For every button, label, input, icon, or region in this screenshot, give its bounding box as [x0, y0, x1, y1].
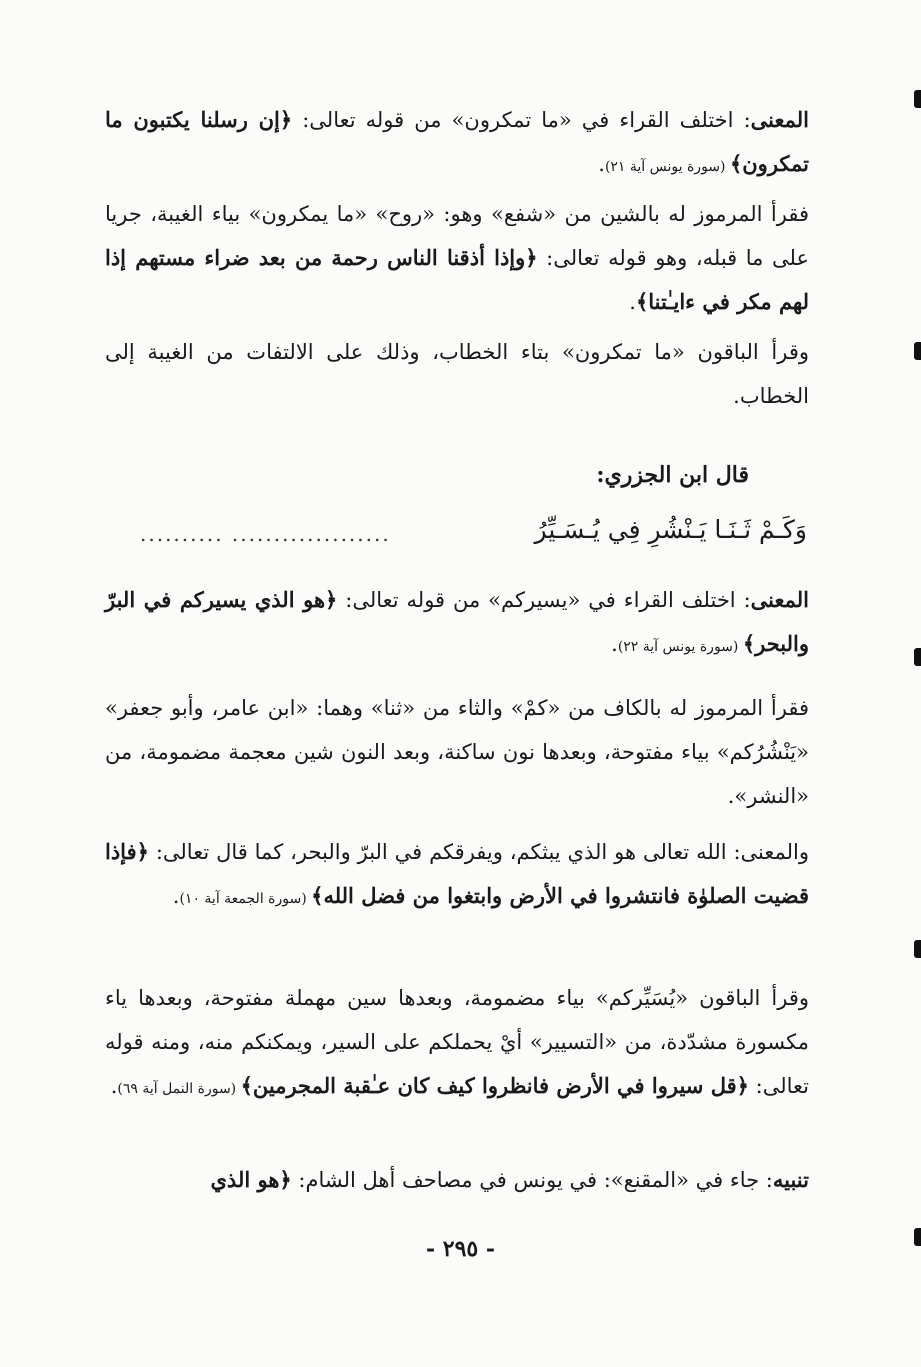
paragraph-text: : اختلف القراء في «يسيركم» من قوله تعالى: — [337, 588, 751, 612]
paragraph-end: . — [598, 152, 605, 176]
paragraph-3 — [105, 330, 809, 418]
poem-verse: وَكَـمْ ثَـنَـا يَـنْشُرِ فِي يُـسَـيِّرُ — [534, 515, 807, 544]
paragraph-end: . — [110, 1074, 118, 1098]
paragraph-4 — [105, 578, 809, 669]
quran-quote: ﴿وإذا أذقنا الناس رحمة من بعد ضراء مستهم إذا لهم مكر في ءايـٰتنا﴾ — [105, 245, 809, 314]
quran-quote: ﴿هو الذي يسيركم في البرّ والبحر﴾ — [105, 587, 809, 656]
paragraph-text: : اختلف القراء في «ما تمكرون» من قوله تعالى: — [292, 108, 751, 132]
quran-quote: ﴿قل سيروا في الأرض فانظروا كيف كان عـٰقبة المجرمين﴾ — [240, 1073, 749, 1098]
binding-edge-mark — [914, 940, 921, 958]
paragraph-text: والمعنى: الله تعالى هو الذي يبثكم، ويفرقكم في البرّ والبحر، كما قال تعالى: — [148, 840, 809, 864]
lead-word: المعنى — [750, 587, 809, 612]
verse-reference: (سورة النمل آية ٦٩) — [117, 1081, 241, 1097]
verse-dots: .......... ................... — [140, 522, 391, 546]
paragraph-7 — [105, 976, 809, 1111]
verse-reference: (سورة يونس آية ٢١) — [604, 159, 730, 175]
paragraph-6 — [105, 830, 809, 921]
paragraph-text: فقرأ المرموز له بالكاف من «كمْ» والثاء من «ثنا» وهما: «ابن عامر، وأبو جعفر» «يَنْشُرُكم» بياء مفتوحة، وبعدها نون ساكنة، وبعد النون شين معجمة مضمومة، من «النشر». — [105, 696, 809, 808]
paragraph-text: وقرأ الباقون «ما تمكرون» بتاء الخطاب، وذلك على الالتفات من الغيبة إلى الخطاب. — [105, 340, 809, 408]
quran-quote: ﴿إن رسلنا يكتبون ما تمكرون﴾ — [105, 107, 809, 176]
paragraph-5 — [105, 686, 809, 818]
paragraph-text: وقرأ الباقون «يُسَيِّركم» بياء مضمومة، وبعدها سين مهملة مفتوحة، وبعدها ياء مكسورة مشدّدة، من «التسيير» أيْ يحملكم على السير، ويمكنكم منه، ومنه قوله تعالى: — [105, 986, 809, 1098]
paragraph-8 — [105, 1158, 809, 1202]
section-heading: قال ابن الجزري: — [596, 462, 749, 488]
page-number: - ٢٩٥ - — [425, 1236, 496, 1262]
paragraph-2 — [105, 192, 809, 324]
paragraph-end: . — [172, 884, 180, 908]
verse-reference: (سورة يونس آية ٢٢) — [617, 639, 743, 655]
binding-edge-mark — [914, 1228, 921, 1246]
paragraph-end: . — [611, 632, 618, 656]
paragraph-text: فقرأ المرموز له بالشين من «شفع» وهو: «روح» «ما يمكرون» بياء الغيبة، جريا على ما قبله، وهو قوله تعالى: — [105, 202, 809, 270]
lead-word: المعنى — [750, 107, 809, 132]
paragraph-1 — [105, 98, 809, 189]
binding-edge-mark — [914, 648, 921, 666]
lead-word: تنبيه — [772, 1167, 809, 1192]
quran-quote: ﴿هو الذي — [210, 1167, 292, 1192]
paragraph-text: : جاء في «المقنع»: في يونس في مصاحف أهل الشام: — [291, 1168, 773, 1192]
binding-edge-mark — [914, 342, 921, 360]
verse-reference: (سورة الجمعة آية ١٠) — [179, 891, 312, 907]
quran-quote: ﴿فإذا قضيت الصلوٰة فانتشروا في الأرض وابتغوا من فضل الله﴾ — [105, 839, 809, 908]
paragraph-end: . — [629, 290, 636, 314]
binding-edge-mark — [914, 90, 921, 108]
